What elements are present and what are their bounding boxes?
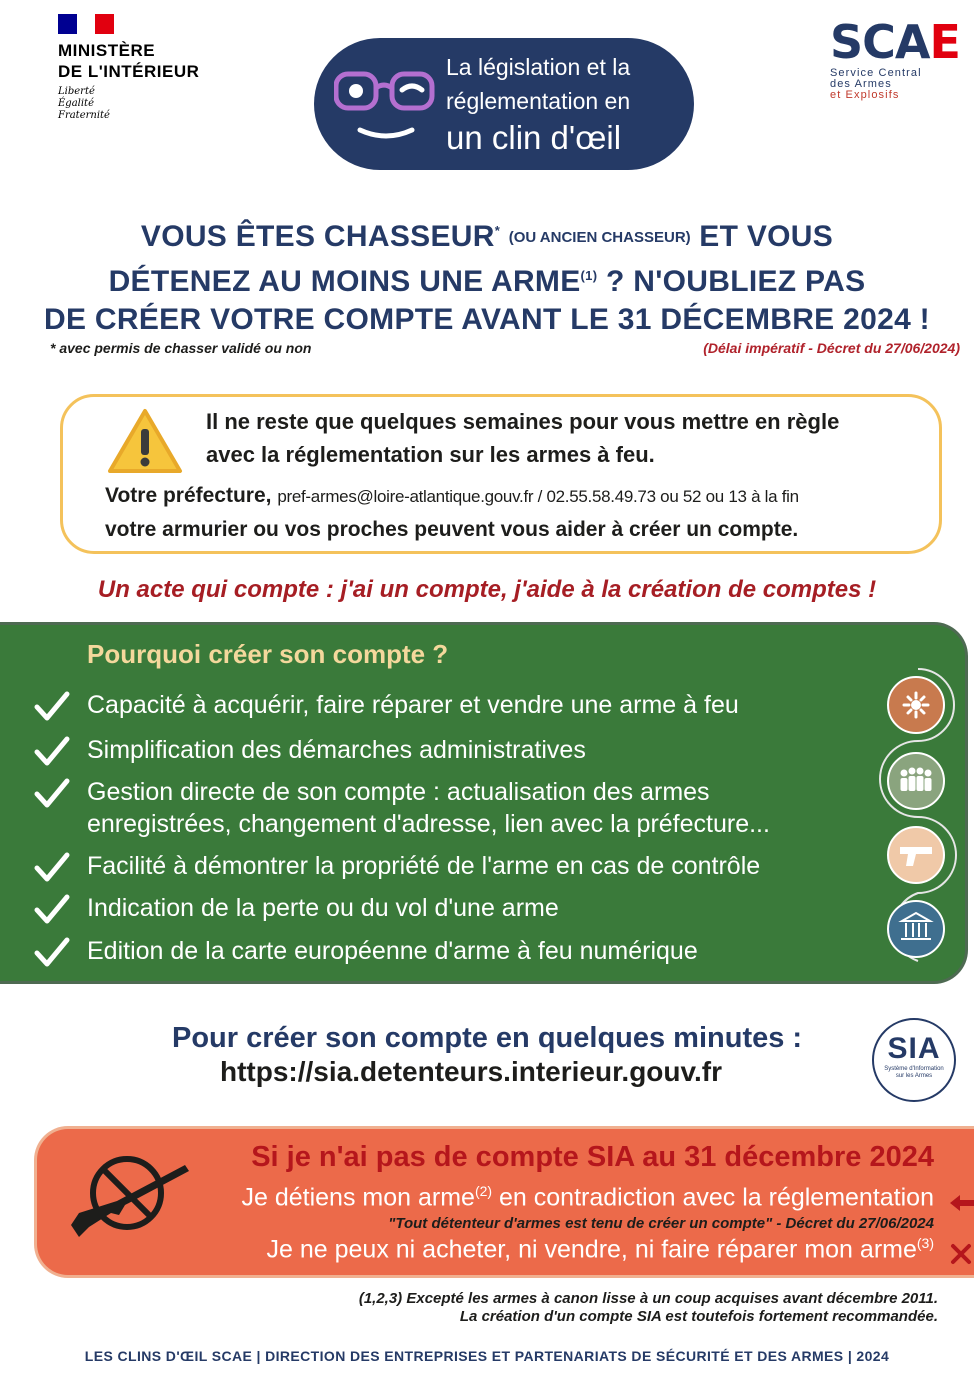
french-flag-icon bbox=[58, 14, 114, 34]
benefit-text: Edition de la carte européenne d'arme à feu numérique bbox=[87, 937, 698, 965]
scae-letters: SCA bbox=[830, 15, 930, 69]
benefit-text: Facilité à démontrer la propriété de l'arme en cas de contrôle bbox=[87, 852, 761, 880]
no-rifle-icon bbox=[65, 1143, 193, 1243]
clin-doeil-banner bbox=[314, 38, 694, 170]
winking-glasses-icon bbox=[334, 68, 444, 148]
warning-icon bbox=[107, 407, 183, 475]
people-icon bbox=[888, 753, 944, 809]
footer: LES CLINS D'ŒIL SCAE | DIRECTION DES ENTREPRISES ET PARTENARIATS DE SÉCURITÉ ET DES ARMES | 2024 bbox=[84, 1348, 890, 1364]
banner-line3: un clin d'œil bbox=[446, 119, 622, 156]
scae-logo bbox=[830, 16, 960, 101]
benefit-text-continued: enregistrées, changement d'adresse, lien avec la préfecture... bbox=[87, 810, 770, 838]
prefecture-contact[interactable]: pref-armes@loire-atlantique.gouv.fr / 02.55.58.49.73 ou 52 ou 13 à la fin bbox=[277, 487, 799, 506]
benefits-title: Pourquoi créer son compte ? bbox=[87, 639, 449, 669]
headline-line1 bbox=[0, 212, 974, 257]
scae-sub3: et Explosifs bbox=[830, 89, 900, 101]
headline-line3: DE CRÉER VOTRE COMPTE AVANT LE 31 DÉCEMBRE 2024 ! bbox=[44, 303, 930, 336]
network-icon bbox=[888, 677, 944, 733]
consequence-l1-a: Je détiens mon arme bbox=[241, 1183, 475, 1212]
sia-wordmark: SIA bbox=[887, 1032, 941, 1065]
headline-l1-b: ET VOUS bbox=[699, 220, 834, 253]
consequence-l1-sup: (2) bbox=[474, 1183, 493, 1199]
consequences-title: Si je n'ai pas de compte SIA au 31 décembre 2024 bbox=[251, 1141, 934, 1173]
ministry-line2: DE L'INTÉRIEUR bbox=[58, 62, 200, 81]
hunter-note: * avec permis de chasser validé ou non bbox=[50, 340, 312, 356]
banner-line1: La législation et la bbox=[446, 54, 631, 80]
consequence-line3 bbox=[267, 1235, 934, 1264]
benefit-text: Simplification des démarches administratives bbox=[87, 736, 586, 764]
scae-wordmark bbox=[830, 16, 960, 68]
headline-l2-b: ? N'OUBLIEZ PAS bbox=[605, 265, 866, 298]
checkmark-icon bbox=[34, 776, 70, 812]
consequence-l1-b: en contradiction avec la réglementation bbox=[492, 1183, 934, 1212]
ministry-title bbox=[58, 40, 258, 82]
benefit-text: Indication de la perte ou du vol d'une arme bbox=[87, 894, 559, 922]
pistol-icon bbox=[888, 827, 944, 883]
deadline-note: (Délai impératif - Décret du 27/06/2024) bbox=[703, 340, 960, 356]
checkmark-icon bbox=[34, 689, 70, 725]
warning-box bbox=[60, 394, 942, 554]
slogan: Un acte qui compte : j'ai un compte, j'aide à la création de comptes ! bbox=[97, 576, 877, 603]
consequence-l3-a: Je ne peux ni acheter, ni vendre, ni faire réparer mon arme bbox=[266, 1235, 917, 1264]
prefecture-label: Votre préfecture, bbox=[105, 484, 272, 507]
footnote-line2: La création d'un compte SIA est toutefois fortement recommandée. bbox=[459, 1308, 938, 1325]
motto-egalite: Égalité bbox=[58, 98, 94, 109]
arrow-left-icon bbox=[948, 1191, 974, 1215]
motto bbox=[58, 86, 258, 122]
benefit-text: Capacité à acquérir, faire réparer et vendre une arme à feu bbox=[87, 691, 739, 719]
cross-icon bbox=[950, 1243, 972, 1265]
warning-line1: Il ne reste que quelques semaines pour vous mettre en règle bbox=[206, 409, 840, 434]
headline-l1-small: (OU ANCIEN CHASSEUR) bbox=[508, 229, 691, 246]
prefecture-line bbox=[105, 484, 799, 508]
motto-fraternite: Fraternité bbox=[58, 110, 110, 121]
checkmark-icon bbox=[34, 734, 70, 770]
ministry-logo bbox=[58, 14, 258, 122]
warning-last-line: votre armurier ou vos proches peuvent vous aider à créer un compte. bbox=[105, 518, 799, 541]
sia-logo-sub1: Système d'Information bbox=[884, 1066, 944, 1072]
ministry-line1: MINISTÈRE bbox=[58, 41, 156, 60]
headline-star: * bbox=[494, 223, 501, 238]
decree-quote: "Tout détenteur d'armes est tenu de créer un compte" - Décret du 27/06/2024 bbox=[388, 1215, 934, 1232]
scae-letter-e: E bbox=[929, 15, 960, 69]
headline bbox=[0, 212, 974, 339]
checkmark-icon bbox=[34, 892, 70, 928]
checkmark-icon bbox=[34, 850, 70, 886]
checkmark-icon bbox=[34, 935, 70, 971]
sia-url-link[interactable]: https://sia.detenteurs.interieur.gouv.fr bbox=[220, 1056, 723, 1087]
headline-l1-a: VOUS ÊTES CHASSEUR bbox=[140, 220, 495, 253]
consequence-l3-sup: (3) bbox=[916, 1235, 934, 1251]
sia-intro: Pour créer son compte en quelques minutes : bbox=[172, 1022, 803, 1054]
footnote-line1: (1,2,3) Excepté les armes à canon lisse à un coup acquises avant décembre 2011. bbox=[358, 1290, 938, 1307]
warning-line2: avec la réglementation sur les armes à feu. bbox=[206, 442, 655, 467]
scae-sub2: des Armes bbox=[830, 78, 892, 90]
sia-logo-sub2: sur les Armes bbox=[895, 1073, 933, 1079]
benefit-text: Gestion directe de son compte : actualisation des armes bbox=[87, 778, 710, 806]
headline-l2-sup: (1) bbox=[580, 268, 598, 283]
headline-line2 bbox=[0, 257, 974, 301]
sia-logo bbox=[872, 1018, 956, 1102]
scae-sub1: Service Central bbox=[830, 67, 922, 79]
banner-line2: réglementation en bbox=[446, 88, 631, 114]
benefit-icons-column bbox=[878, 665, 958, 965]
consequence-line1 bbox=[241, 1183, 934, 1212]
motto-liberte: Liberté bbox=[58, 86, 95, 97]
consequences-box bbox=[34, 1126, 974, 1278]
headline-l2-a: DÉTENEZ AU MOINS UNE ARME bbox=[108, 265, 581, 298]
benefits-section bbox=[0, 622, 968, 984]
building-icon bbox=[888, 901, 944, 957]
